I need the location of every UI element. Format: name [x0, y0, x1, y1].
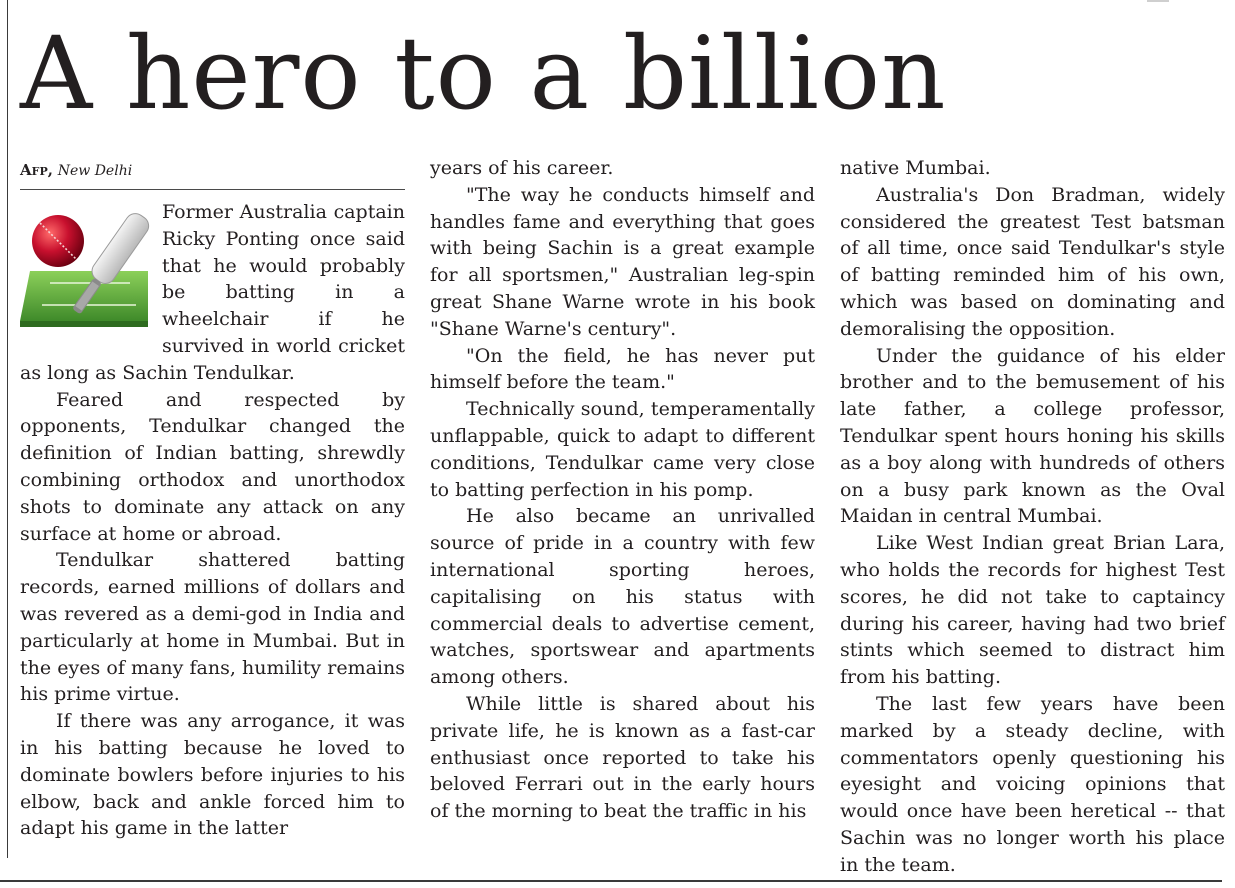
paragraph: Australia's Don Bradman, widely considered the greatest Test batsman of all time, once said Tendulkar's style of batting reminded him of his own, which was based on dominating and demoralising the opposition. — [840, 183, 1225, 340]
paragraph: If there was any arrogance, it was in his batting because he loved to dominate bowlers before injuries to his elbow, back and ankle forced him to adapt his game in the latter — [20, 710, 405, 840]
byline-agency: Afp, — [20, 161, 53, 179]
article-column-3 — [840, 155, 1225, 879]
article-column-2 — [430, 155, 815, 825]
article-column-1 — [20, 199, 405, 842]
paragraph: Like West Indian great Brian Lara, who holds the records for highest Test scores, he did not take to captaincy during his career, having had two brief stints which seemed to distract him from his batting. — [840, 532, 1225, 689]
paragraph: Under the guidance of his elder brother and to the bemusement of his late father, a college professor, Tendulkar spent hours honing his skills as a boy along with hundreds of others on a busy park known as the Oval Maidan in central Mumbai. — [840, 344, 1225, 528]
cricket-bat-ball-icon — [20, 201, 156, 336]
paragraph: years of his career. — [430, 157, 614, 179]
paragraph: Former Australia captain Ricky Ponting once said that he would probably be batting in a wheelchair if he survived in world cricket as long as Sachin Tendulkar. — [20, 201, 405, 384]
paragraph: The last few years have been marked by a steady decline, with commentators openly questioning his eyesight and voicing opinions that would once have been heretical -- that Sachin was no longer worth his place in the team. — [840, 692, 1225, 876]
paragraph: Feared and respected by opponents, Tendulkar changed the definition of Indian batting, shrewdly combining orthodox and unorthodox shots to dominate any attack on any surface at home or abroad. — [20, 388, 405, 545]
paragraph: Technically sound, temperamentally unflappable, quick to adapt to different conditions, Tendulkar came very close to batting perfection in his pomp. — [430, 398, 815, 501]
paragraph: "The way he conducts himself and handles fame and everything that goes with being Sachin is a great example for all sportsmen," Australian leg-spin great Shane Warne wrote in his book "Shane Warne's century". — [430, 183, 815, 340]
paragraph: He also became an unrivalled source of pride in a country with few international sporting heroes, capitalising on his status with commercial deals to advertise cement, watches, sportswear and apartments among others. — [430, 505, 815, 689]
paragraph: While little is shared about his private life, he is known as a fast-car enthusiast once reported to take his beloved Ferrari out in the early hours of the morning to beat the traffic in his — [430, 692, 815, 823]
byline — [20, 159, 405, 181]
bottom-rule — [0, 880, 1222, 882]
paragraph: Tendulkar shattered batting records, earned millions of dollars and was revered as a demi-god in India and particularly at home in Mumbai. But in the eyes of many fans, humility remains his prime virtue. — [20, 549, 405, 706]
paragraph: native Mumbai. — [840, 157, 991, 179]
headline: A hero to a billion — [20, 15, 947, 132]
left-column-rule — [7, 0, 8, 858]
byline-place: New Delhi — [57, 163, 133, 179]
byline-rule — [20, 189, 405, 190]
top-edge-mark — [1147, 0, 1169, 2]
paragraph: "On the field, he has never put himself before the team." — [430, 344, 815, 394]
